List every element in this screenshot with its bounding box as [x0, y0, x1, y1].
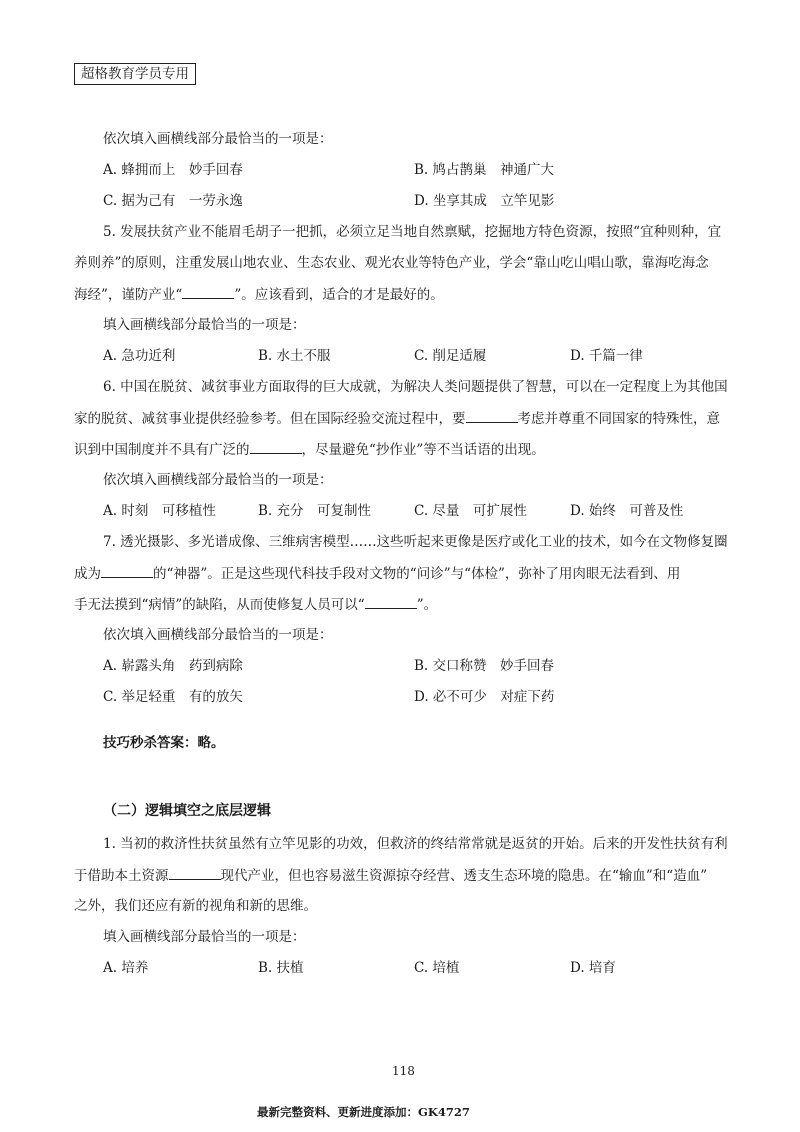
page-number: 118 — [392, 1064, 415, 1078]
blank-line — [101, 565, 153, 578]
s1-line-1: 1. 当初的救济性扶贫虽然有立竿见影的功效，但救济的终结常常就是返贫的开始。后来的开发性扶贫有利 — [103, 836, 728, 852]
q4-option-c: C. 据为己有 一劳永逸 — [103, 193, 243, 209]
s1-option-b: B. 扶植 — [258, 960, 304, 976]
q5-prompt: 填入画横线部分最恰当的一项是： — [103, 317, 306, 333]
s1-line-2 — [74, 867, 707, 884]
q7-option-c: C. 举足轻重 有的放矢 — [103, 689, 243, 705]
q5-option-a: A. 急功近利 — [103, 348, 176, 364]
q7-line-3-text-a: 手无法摸到“病情”的缺陷，从而使修复人员可以“ — [74, 597, 365, 613]
s1-option-a: A. 培养 — [103, 960, 149, 976]
q5-line-2: 养则养”的原则，注重发展山地农业、生态农业、观光农业等特色产业，学会“靠山吃山唱山歌，靠海吃海念 — [74, 255, 709, 271]
q7-option-a: A. 崭露头角 药到病除 — [103, 658, 243, 674]
blank-line — [182, 286, 234, 299]
q5-option-d: D. 千篇一律 — [570, 348, 643, 364]
q6-line-2-text-b: 考虑并尊重不同国家的特殊性，意 — [517, 411, 720, 427]
q7-prompt: 依次填入画横线部分最恰当的一项是： — [103, 627, 333, 643]
header-badge: 超格教育学员专用 — [74, 63, 196, 85]
q4-prompt: 依次填入画横线部分最恰当的一项是： — [103, 131, 333, 147]
s1-line-2-text-b: 现代产业，但也容易滋生资源掠夺经营、透支生态环境的隐患。在“输血”和“造血” — [220, 868, 708, 884]
q7-line-2-text-a: 成为 — [74, 566, 101, 582]
q5-option-b: B. 水土不服 — [258, 348, 331, 364]
q4-option-a: A. 蜂拥而上 妙手回春 — [103, 162, 243, 178]
q6-line-2-text-a: 家的脱贫、减贫事业提供经验参考。但在国际经验交流过程中，要 — [74, 411, 466, 427]
q7-option-b: B. 交口称赞 妙手回春 — [414, 658, 555, 674]
q5-line-1: 5. 发展扶贫产业不能眉毛胡子一把抓，必须立足当地自然禀赋，挖掘地方特色资源，按照“宜种则种，宜 — [103, 224, 722, 240]
q7-option-d: D. 必不可少 对症下药 — [414, 689, 555, 705]
q6-line-3-text-a: 识到中国制度并不具有广泛的 — [74, 442, 250, 458]
q6-option-a: A. 时刻 可移植性 — [103, 503, 216, 519]
q5-line-3 — [74, 286, 444, 303]
section-title: （二）逻辑填空之底层逻辑 — [103, 803, 271, 819]
q7-line-2 — [74, 565, 680, 582]
blank-line — [365, 596, 417, 609]
q7-line-3-text-b: ”。 — [416, 597, 438, 613]
q6-line-3-text-b: ，尽量避免“抄作业”等不当话语的出现。 — [301, 442, 545, 458]
answer-text: 技巧秒杀答案：略。 — [103, 735, 225, 751]
q5-line-3-text-a: 海经”，谨防产业“ — [74, 287, 183, 303]
q6-line-3 — [74, 441, 545, 458]
footer-note: 最新完整资料、更新进度添加：GK4727 — [257, 1105, 470, 1119]
q4-option-b: B. 鸠占鹊巢 神通广大 — [414, 162, 555, 178]
q4-option-d: D. 坐享其成 立竿见影 — [414, 193, 555, 209]
blank-line — [250, 441, 302, 454]
q5-option-c: C. 削足适履 — [414, 348, 487, 364]
blank-line — [466, 410, 518, 423]
s1-line-3: 之外，我们还应有新的视角和新的思维。 — [74, 898, 317, 914]
q6-line-2 — [74, 410, 720, 427]
q6-option-b: B. 充分 可复制性 — [258, 503, 372, 519]
s1-option-c: C. 培植 — [414, 960, 460, 976]
s1-option-d: D. 培育 — [570, 960, 616, 976]
q5-line-3-text-b: ”。应该看到，适合的才是最好的。 — [234, 287, 444, 303]
s1-prompt: 填入画横线部分最恰当的一项是： — [103, 929, 306, 945]
s1-line-2-text-a: 于借助本土资源 — [74, 868, 169, 884]
blank-line — [169, 867, 221, 880]
q7-line-1: 7. 透光摄影、多光谱成像、三维病害模型……这些听起来更像是医疗或化工业的技术，如今在文物修复圈 — [103, 534, 728, 550]
q6-line-1: 6. 中国在脱贫、减贫事业方面取得的巨大成就，为解决人类问题提供了智慧，可以在一定程度上为其他国 — [103, 379, 728, 395]
q6-option-d: D. 始终 可普及性 — [570, 503, 684, 519]
q7-line-2-text-b: 的“神器”。正是这些现代科技手段对文物的“问诊”与“体检”，弥补了用肉眼无法看到、用 — [153, 566, 681, 582]
q6-option-c: C. 尽量 可扩展性 — [414, 503, 527, 519]
q7-line-3 — [74, 596, 437, 613]
q6-prompt: 依次填入画横线部分最恰当的一项是： — [103, 472, 333, 488]
